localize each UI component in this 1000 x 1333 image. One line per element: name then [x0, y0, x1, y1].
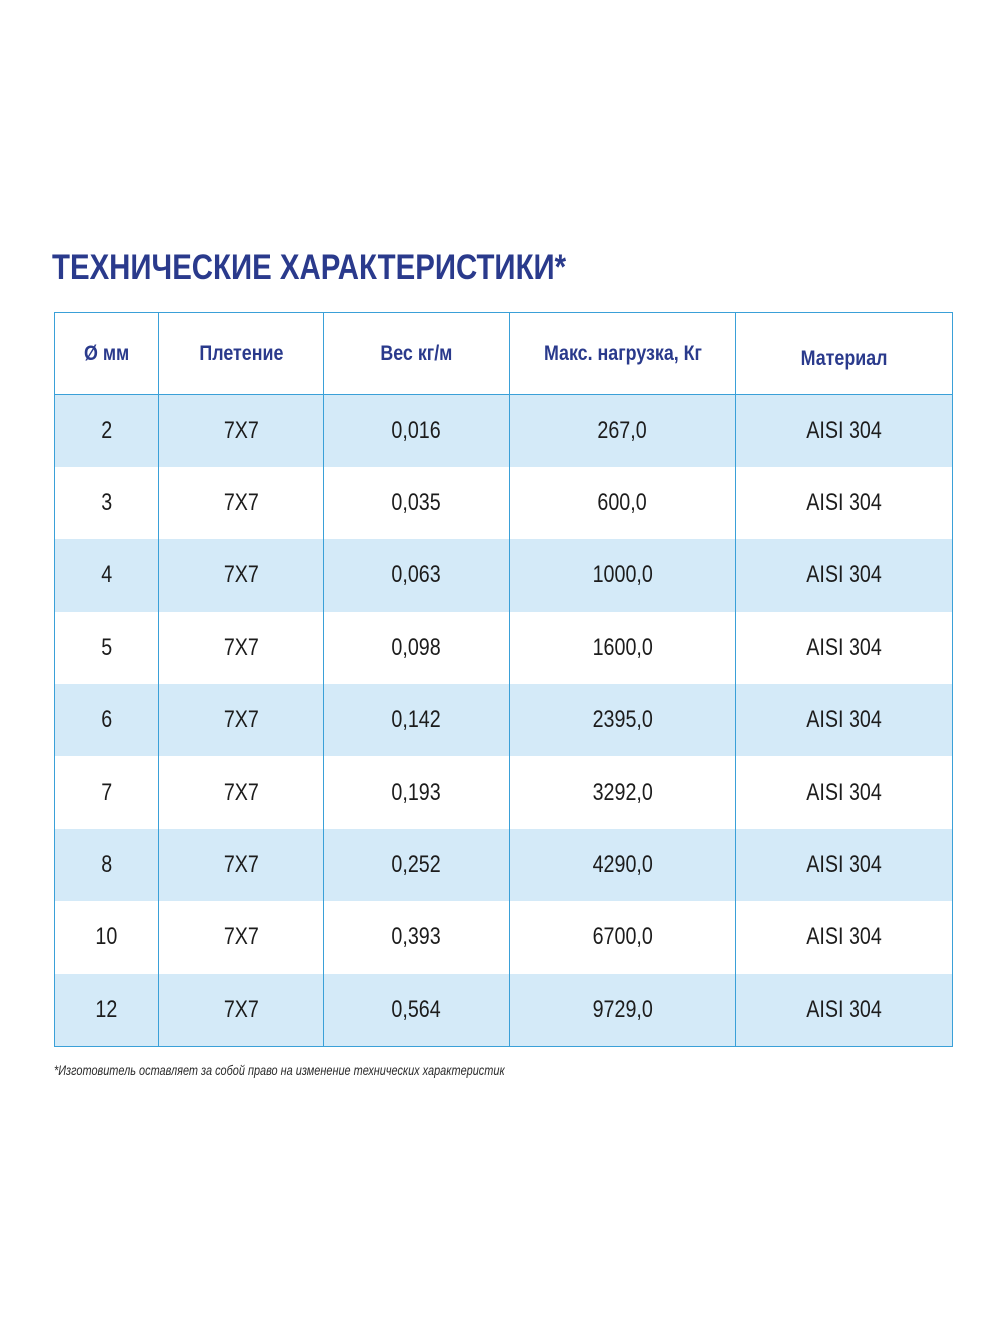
header-weight: Вес кг/м [324, 313, 510, 395]
header-weave: Плетение [159, 313, 324, 395]
table-row [55, 467, 953, 539]
cell-weight: 0,564 [324, 974, 510, 1046]
cell-diameter: 3 [55, 467, 159, 539]
cell-max-load: 3292,0 [510, 756, 736, 828]
header-material: Материал [736, 313, 953, 395]
table-row [55, 684, 953, 756]
header-max-load: Макс. нагрузка, Кг [510, 313, 736, 395]
cell-diameter: 4 [55, 539, 159, 611]
cell-max-load: 600,0 [510, 467, 736, 539]
cell-weave: 7X7 [159, 612, 324, 684]
cell-diameter: 8 [55, 829, 159, 901]
cell-weight: 0,193 [324, 756, 510, 828]
table-row [55, 539, 953, 611]
cell-weave: 7X7 [159, 539, 324, 611]
cell-weave: 7X7 [159, 901, 324, 973]
cell-max-load: 1600,0 [510, 612, 736, 684]
cell-material: AISI 304 [736, 901, 953, 973]
cell-material: AISI 304 [736, 756, 953, 828]
cell-material: AISI 304 [736, 395, 953, 467]
cell-weave: 7X7 [159, 974, 324, 1046]
cell-weight: 0,142 [324, 684, 510, 756]
cell-max-load: 1000,0 [510, 539, 736, 611]
page-title: ТЕХНИЧЕСКИЕ ХАРАКТЕРИСТИКИ* [52, 248, 567, 287]
cell-material: AISI 304 [736, 974, 953, 1046]
cell-material: AISI 304 [736, 829, 953, 901]
cell-weave: 7X7 [159, 467, 324, 539]
footnote: *Изготовитель оставляет за собой право на изменение технических характеристик [54, 1062, 505, 1078]
table-row [55, 974, 953, 1046]
cell-weight: 0,016 [324, 395, 510, 467]
specifications-table [54, 312, 953, 1047]
cell-weave: 7X7 [159, 756, 324, 828]
table-row [55, 901, 953, 973]
cell-material: AISI 304 [736, 612, 953, 684]
cell-weight: 0,098 [324, 612, 510, 684]
cell-diameter: 10 [55, 901, 159, 973]
cell-weight: 0,035 [324, 467, 510, 539]
table-row [55, 756, 953, 828]
cell-diameter: 12 [55, 974, 159, 1046]
cell-max-load: 267,0 [510, 395, 736, 467]
cell-weight: 0,393 [324, 901, 510, 973]
header-diameter: Ø мм [55, 313, 159, 395]
table-row [55, 612, 953, 684]
cell-weave: 7X7 [159, 829, 324, 901]
table-header-row [55, 313, 953, 395]
cell-max-load: 4290,0 [510, 829, 736, 901]
cell-material: AISI 304 [736, 684, 953, 756]
cell-weave: 7X7 [159, 395, 324, 467]
cell-diameter: 5 [55, 612, 159, 684]
cell-max-load: 6700,0 [510, 901, 736, 973]
table-row [55, 829, 953, 901]
cell-diameter: 2 [55, 395, 159, 467]
table-row [55, 395, 953, 467]
cell-weight: 0,063 [324, 539, 510, 611]
cell-diameter: 7 [55, 756, 159, 828]
cell-weight: 0,252 [324, 829, 510, 901]
cell-material: AISI 304 [736, 539, 953, 611]
cell-max-load: 2395,0 [510, 684, 736, 756]
cell-diameter: 6 [55, 684, 159, 756]
cell-weave: 7X7 [159, 684, 324, 756]
cell-max-load: 9729,0 [510, 974, 736, 1046]
cell-material: AISI 304 [736, 467, 953, 539]
